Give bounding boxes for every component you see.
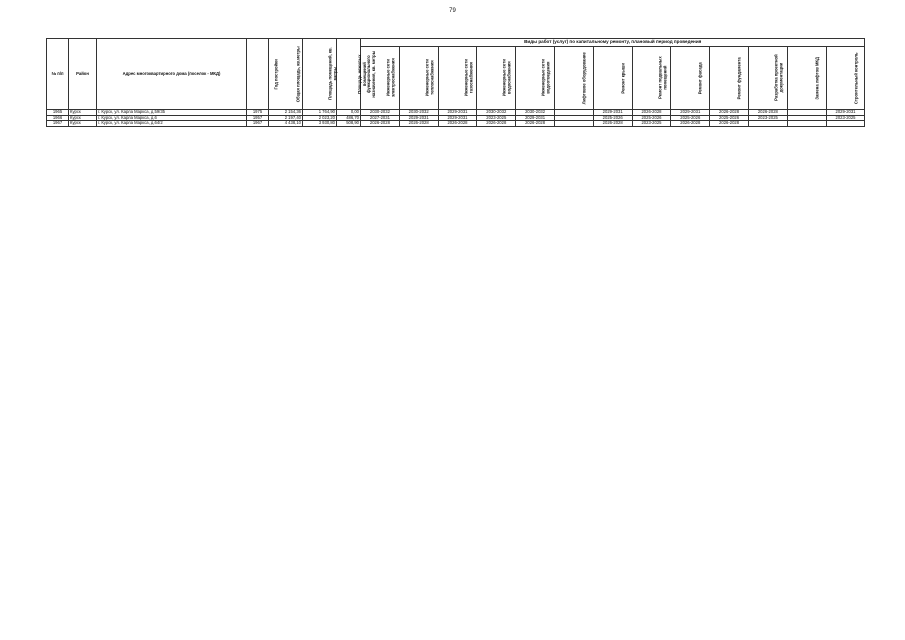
table-cell-c2: 2030-2032 xyxy=(399,110,438,116)
table-cell-area_nonres: 508,90 xyxy=(337,121,361,127)
col-header-nonresidential-area: Площадь нежилых помещений функционального назначения, кв. метры xyxy=(337,39,361,110)
col-header-address: Адрес многоквартирного дома (поселок - МКД) xyxy=(97,39,247,110)
col-header-basement: Ремонт подвальных помещений xyxy=(632,47,671,110)
table-cell-c8: 2026-2028 xyxy=(632,110,671,116)
table-cell-c8: 2023-2025 xyxy=(632,121,671,127)
table-cell-c13: 2023-2025 xyxy=(826,115,865,121)
col-header-roof: Ремонт крыши xyxy=(593,47,632,110)
table-cell-year: 1967 xyxy=(247,121,269,127)
table-cell-c13: 2029-2031 xyxy=(826,110,865,116)
col-header-total-area: Общая площадь, кв.метры xyxy=(269,39,303,110)
table-cell-area: 2 197,40 xyxy=(269,115,303,121)
table-cell-year: 1975 xyxy=(247,110,269,116)
table-cell-c1: 2030-2032 xyxy=(361,110,400,116)
col-header-year: Год постройки xyxy=(247,39,269,110)
table-cell-address: г. Курск, ул. Карла Маркса, д.59/35 xyxy=(97,110,247,116)
table-cell-c9: 2029-2031 xyxy=(671,110,710,116)
table-cell-c4: 2023-2025 xyxy=(477,115,516,121)
table-cell-c2: 2026-2028 xyxy=(399,121,438,127)
table-cell-c9: 2025-2026 xyxy=(671,115,710,121)
col-header-elevator: Лифтовое оборудование xyxy=(554,47,593,110)
col-header-district: Район xyxy=(69,39,97,110)
table-cell-area: 2 154,36 xyxy=(269,110,303,116)
table-cell-district: Курск xyxy=(69,110,97,116)
table-cell-area_nonres: 0,00 xyxy=(337,110,361,116)
table-cell-area_res: 2 023,20 xyxy=(303,115,337,121)
table-cell-c4: 2030-2032 xyxy=(477,110,516,116)
table-cell-c11 xyxy=(748,121,787,127)
table-cell-n: 1966 xyxy=(47,115,69,121)
table-cell-c7: 2026-2028 xyxy=(593,121,632,127)
table-cell-c8: 2025-2026 xyxy=(632,115,671,121)
table-cell-address: г. Курск, ул. Карла Маркса, д.6 xyxy=(97,115,247,121)
capital-repair-table-sheet xyxy=(46,38,864,127)
col-header-premises-area: Площадь помещений, кв. метры xyxy=(303,39,337,110)
table-cell-c6 xyxy=(554,121,593,127)
col-header-supervision: Строительный контроль xyxy=(826,47,865,110)
table-cell-c5: 2026-2028 xyxy=(516,121,555,127)
table-cell-c10: 2026-2028 xyxy=(710,121,749,127)
table-cell-c1: 2026-2028 xyxy=(361,121,400,127)
table-cell-c3: 2029-2031 xyxy=(438,115,477,121)
table-cell-c12 xyxy=(787,121,826,127)
table-cell-address: г. Курск, ул. Карла Маркса, д.64/2 xyxy=(97,121,247,127)
table-cell-n: 1965 xyxy=(47,110,69,116)
table-cell-c11: 2026-2028 xyxy=(748,110,787,116)
col-group-header-works: Виды работ (услуг) по капитальному ремонту, плановый период проведения xyxy=(361,39,865,47)
table-cell-year: 1957 xyxy=(247,115,269,121)
col-header-elevator-replace: Замена лифтов МКД xyxy=(787,47,826,110)
table-cell-c4: 2026-2028 xyxy=(477,121,516,127)
table-cell-area: 4 438,10 xyxy=(269,121,303,127)
table-cell-c9: 2026-2028 xyxy=(671,121,710,127)
table-cell-n: 1967 xyxy=(47,121,69,127)
table-cell-c5: 2030-2032 xyxy=(516,110,555,116)
table-cell-area_res: 1 764,90 xyxy=(303,110,337,116)
col-header-foundation: Ремонт фундамента xyxy=(710,47,749,110)
col-header-design-docs: Разработка проектной документации xyxy=(748,47,787,110)
table-cell-c3: 2029-2031 xyxy=(438,110,477,116)
table-body xyxy=(47,110,865,127)
table-cell-district: Курск xyxy=(69,115,97,121)
table-cell-c10: 2025-2026 xyxy=(710,115,749,121)
col-header-power: Инженерные сети электроснабжения xyxy=(361,47,400,110)
col-header-water: Инженерные сети водоснабжения xyxy=(477,47,516,110)
table-cell-district: Курск xyxy=(69,121,97,127)
table-cell-area_nonres: 486,70 xyxy=(337,115,361,121)
col-header-number: № п/п xyxy=(47,39,69,110)
table-cell-c1: 2027-2031 xyxy=(361,115,400,121)
table-cell-c13 xyxy=(826,121,865,127)
table-cell-area_res: 3 930,80 xyxy=(303,121,337,127)
col-header-heat: Инженерные сети теплоснабжения xyxy=(399,47,438,110)
col-header-gas: Инженерные сети газоснабжения xyxy=(438,47,477,110)
table-cell-c2: 2029-2031 xyxy=(399,115,438,121)
table-cell-c7: 2025-2026 xyxy=(593,115,632,121)
table-cell-c3: 2026-2028 xyxy=(438,121,477,127)
capital-repair-table xyxy=(46,38,865,127)
table-cell-c11: 2023-2025 xyxy=(748,115,787,121)
table-cell-c5: 2029-2031 xyxy=(516,115,555,121)
table-cell-c7: 2029-2031 xyxy=(593,110,632,116)
page-number: 79 xyxy=(449,8,456,14)
col-header-sewer: Инженерные сети водоотведения xyxy=(516,47,555,110)
table-cell-c10: 2026-2028 xyxy=(710,110,749,116)
table-row xyxy=(47,121,865,127)
col-header-facade: Ремонт фасада xyxy=(671,47,710,110)
